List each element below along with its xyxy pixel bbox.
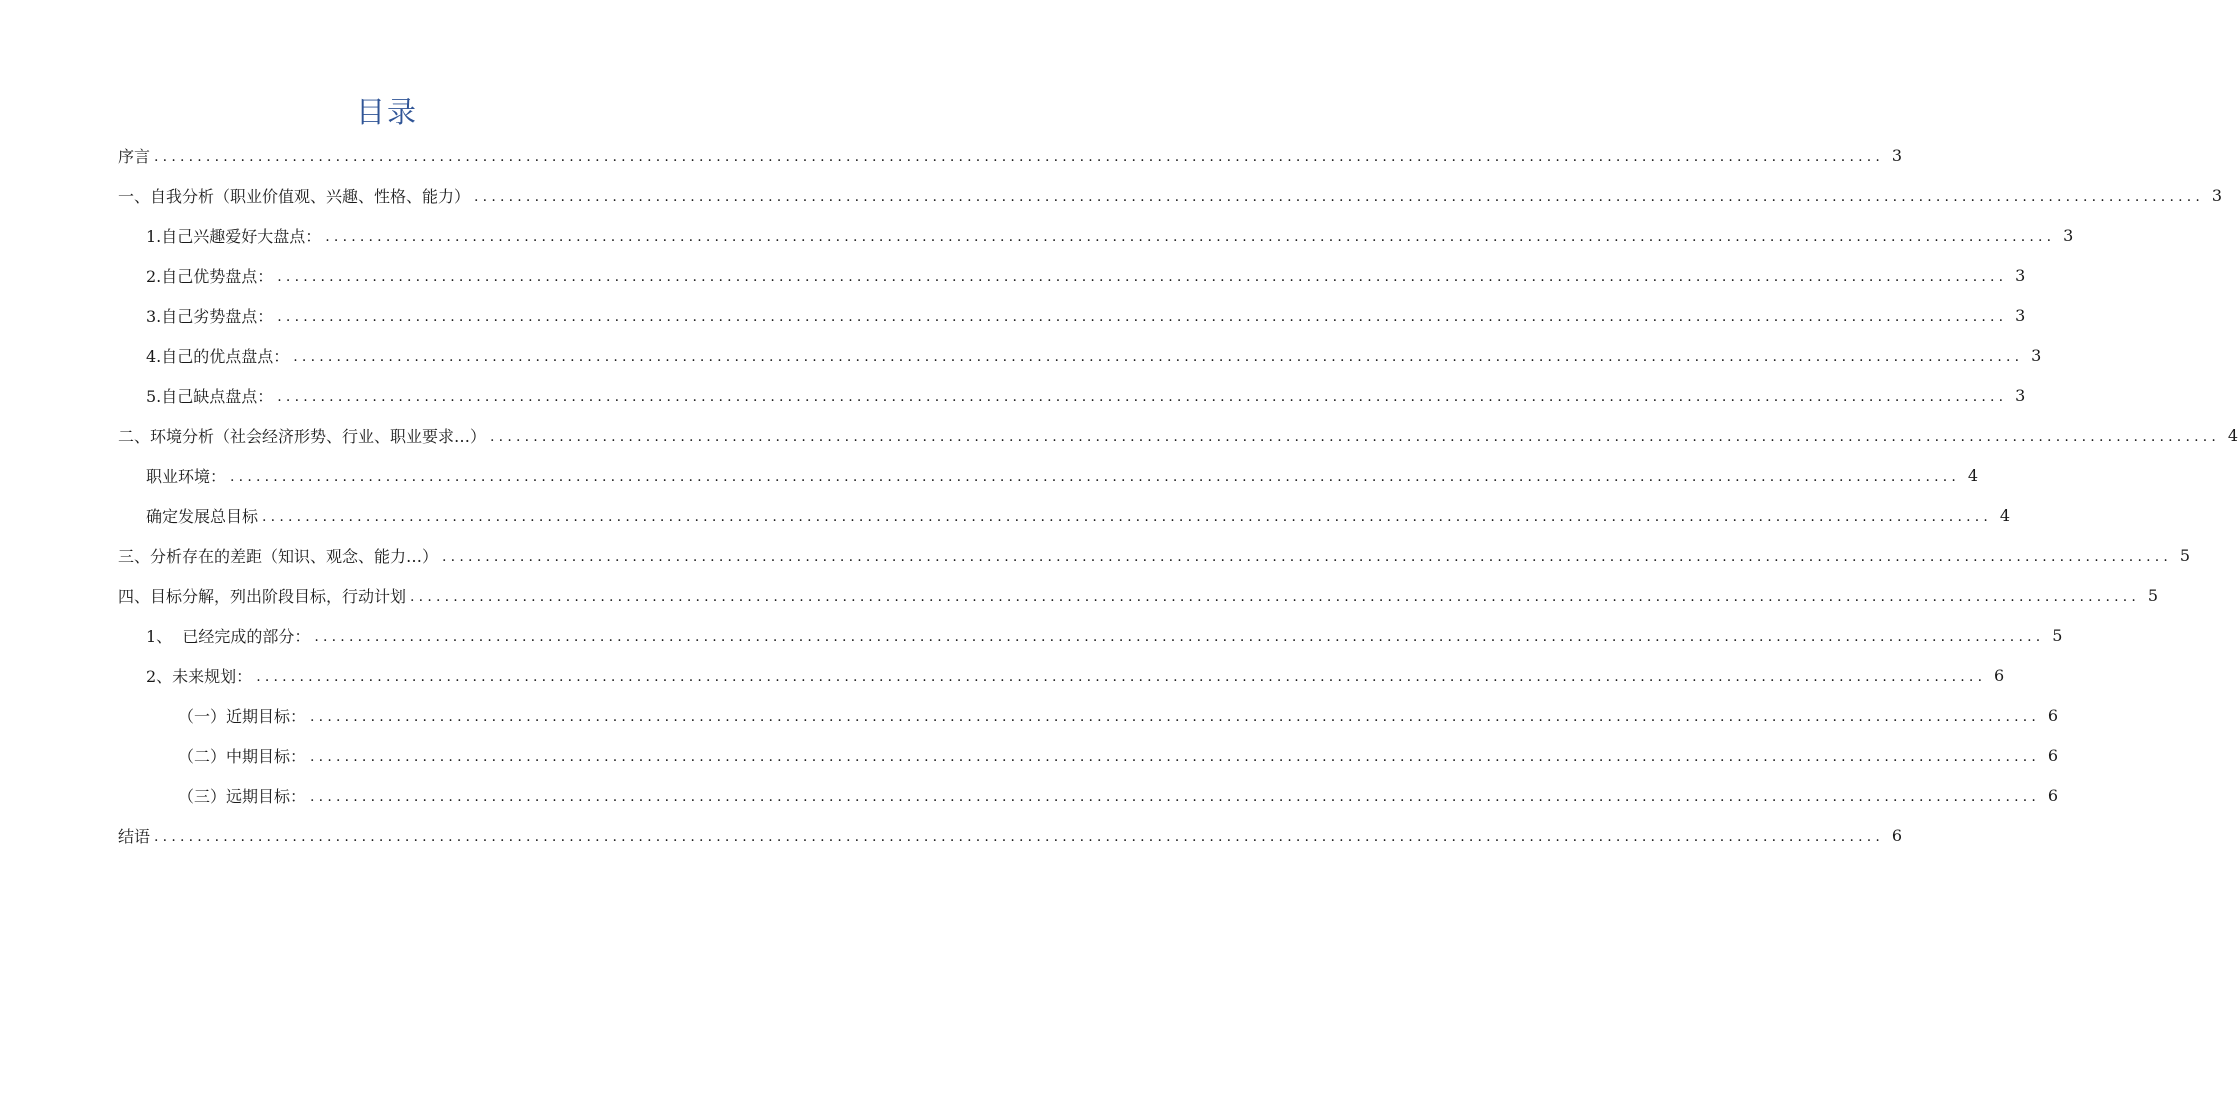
toc-entry-page-number: 3 <box>2063 225 2074 245</box>
toc-entry-label: 职业环境： <box>146 466 227 486</box>
toc-entry-page-number: 6 <box>2047 745 2059 765</box>
toc-entry-label: （一）近期目标： <box>178 706 307 726</box>
toc-entry[interactable] <box>146 335 2042 375</box>
dot-leader: ........................................................................................................................................................................................................ <box>230 469 1961 485</box>
toc-entry-page-number: 3 <box>2015 305 2026 325</box>
toc-entry[interactable] <box>178 735 2059 775</box>
toc-entry[interactable] <box>118 575 2159 615</box>
dot-leader: ........................................................................................................................................................................................................ <box>277 309 2008 325</box>
toc-entry[interactable] <box>146 495 2011 535</box>
toc-entry-page-number: 3 <box>2015 385 2026 405</box>
toc-entry-label: 5.自己缺点盘点： <box>146 386 274 406</box>
toc-entry-page-number: 3 <box>1891 145 1903 165</box>
toc-entry-label: 结语 <box>118 826 151 846</box>
dot-leader: ........................................................................................................................................................................................................ <box>310 789 2041 805</box>
toc-entry-label: 1.自己兴趣爱好大盘点： <box>146 226 322 246</box>
dot-leader: ........................................................................................................................................................................................................ <box>256 669 1987 685</box>
toc-entry[interactable] <box>146 295 2026 335</box>
toc-entry-page-number: 5 <box>2052 625 2063 645</box>
dot-leader: ........................................................................................................................................................................................................ <box>442 549 2173 565</box>
dot-leader: ........................................................................................................................................................................................................ <box>490 429 2221 445</box>
dot-leader: ........................................................................................................................................................................................................ <box>154 829 1885 845</box>
toc-entry[interactable] <box>146 615 2063 655</box>
toc-entry-label: 3.自己劣势盘点： <box>146 306 274 326</box>
dot-leader: ........................................................................................................................................................................................................ <box>310 749 2041 765</box>
toc-entry-label: 一、自我分析（职业价值观、兴趣、性格、能力） <box>118 186 471 206</box>
dot-leader: ........................................................................................................................................................................................................ <box>474 189 2205 205</box>
dot-leader: ........................................................................................................................................................................................................ <box>277 389 2008 405</box>
toc-entry-label: 二、环境分析（社会经济形势、行业、职业要求…） <box>118 426 487 446</box>
toc-entry[interactable] <box>118 175 2223 215</box>
dot-leader: ........................................................................................................................................................................................................ <box>310 709 2041 725</box>
toc-entry-page-number: 3 <box>2211 185 2223 205</box>
toc-entry-page-number: 5 <box>2179 545 2191 565</box>
toc-entry[interactable] <box>146 375 2026 415</box>
dot-leader: ........................................................................................................................................................................................................ <box>410 589 2141 605</box>
toc-entry-label: 序言 <box>118 146 151 166</box>
dot-leader: ........................................................................................................................................................................................................ <box>277 269 2008 285</box>
toc-entry-label: 三、分析存在的差距（知识、观念、能力…） <box>118 546 439 566</box>
toc-title: 目录 <box>355 95 418 129</box>
toc-entry-label: 确定发展总目标 <box>146 506 259 526</box>
toc-entry-label: 2.自己优势盘点： <box>146 266 274 286</box>
toc-entry[interactable] <box>146 455 1979 495</box>
toc-entry-label: 2、未来规划： <box>146 666 253 686</box>
toc-entry-label: （三）远期目标： <box>178 786 307 806</box>
toc-entry[interactable] <box>118 135 1903 175</box>
toc-entry-page-number: 3 <box>2031 345 2042 365</box>
toc-entry[interactable] <box>178 775 2059 815</box>
toc-entry-page-number: 4 <box>2227 425 2238 445</box>
toc-entry[interactable] <box>146 255 2026 295</box>
toc-entry-page-number: 4 <box>1999 505 2011 525</box>
dot-leader: ........................................................................................................................................................................................................ <box>314 629 2045 645</box>
toc-entry-label: 四、目标分解，列出阶段目标，行动计划 <box>118 586 407 606</box>
toc-entry-page-number: 6 <box>2047 785 2059 805</box>
toc-entry-label: 4.自己的优点盘点： <box>146 346 290 366</box>
dot-leader: ........................................................................................................................................................................................................ <box>325 229 2056 245</box>
dot-leader: ........................................................................................................................................................................................................ <box>293 349 2024 365</box>
dot-leader: ........................................................................................................................................................................................................ <box>262 509 1993 525</box>
toc-entry-label: 1、 已经完成的部分： <box>146 626 311 646</box>
toc-entry-page-number: 3 <box>2015 265 2026 285</box>
toc-entry-page-number: 6 <box>2047 705 2059 725</box>
toc-entry-page-number: 6 <box>1891 825 1903 845</box>
toc-entry[interactable] <box>118 815 1903 855</box>
toc-entry-page-number: 6 <box>1994 665 2005 685</box>
toc-entry-label: （二）中期目标： <box>178 746 307 766</box>
toc-entry[interactable] <box>118 535 2191 575</box>
toc-entry[interactable] <box>146 655 2005 695</box>
toc-entry[interactable] <box>118 415 2238 455</box>
toc-entry[interactable] <box>178 695 2059 735</box>
dot-leader: ........................................................................................................................................................................................................ <box>154 149 1885 165</box>
toc-entry-page-number: 5 <box>2147 585 2159 605</box>
toc-entry-page-number: 4 <box>1967 465 1979 485</box>
toc-entry[interactable] <box>146 215 2074 255</box>
